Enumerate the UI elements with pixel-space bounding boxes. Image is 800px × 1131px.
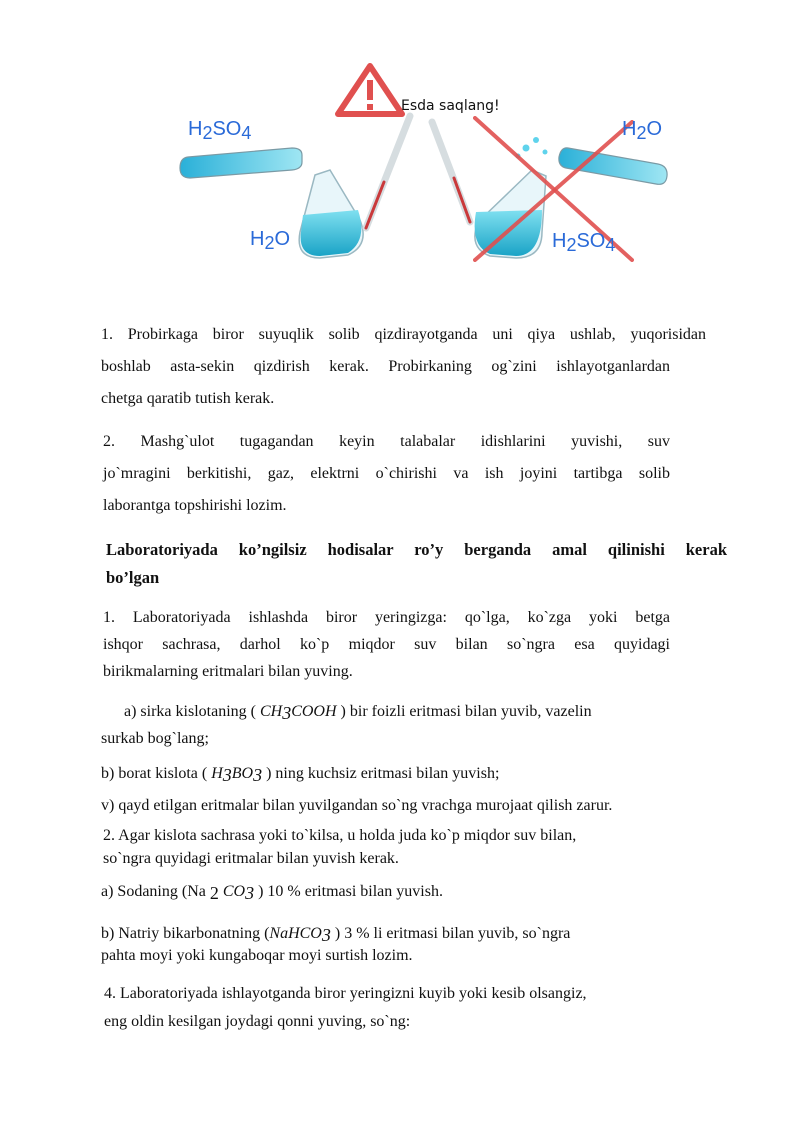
- label-h2so4-left: $H_2SO_4$: [188, 118, 252, 143]
- para-1-line-1: 1. Probirkaga biror suyuqlik solib qizdirayotganda uni qiya ushlab, yuqorisidan: [101, 326, 706, 343]
- para-2-line-2: jo`mragini berkitishi, gaz, elektrni o`chirishi va ish joyini tartibga solib: [103, 465, 670, 482]
- label-h2so4-right: $H_2SO_4$: [552, 230, 616, 255]
- para-4-line-2: so`ngra quyidagi eritmalar bilan yuvish kerak.: [103, 850, 399, 867]
- figure-caption: Esda saqlang!: [401, 98, 500, 114]
- item-b2-line-2: pahta moyi yoki kungaboqar moyi surtish lozim.: [101, 947, 413, 964]
- section-heading-line-2: bo’lgan: [106, 568, 160, 587]
- left-glass-rod: [366, 116, 410, 228]
- item-a-line-1: a) sirka kislotaning ( CH3COOH ) bir foizli eritmasi bilan yuvib, vazelin: [124, 703, 592, 723]
- para-4-line-1: 2. Agar kislota sachrasa yoki to`kilsa, u holda juda ko`p miqdor suv bilan,: [103, 827, 577, 844]
- item-a2: a) Sodaning (Na 2 CO3 ) 10 % eritmasi bilan yuvish.: [101, 883, 443, 903]
- para-3-line-3: birikmalarning eritmalari bilan yuving.: [103, 663, 353, 680]
- left-flask: [299, 170, 363, 258]
- para-1-line-3: chetga qaratib tutish kerak.: [101, 390, 275, 407]
- safety-illustration: [170, 60, 670, 270]
- para-5-line-2: eng oldin kesilgan joydagi qonni yuving, so`ng:: [104, 1013, 411, 1030]
- label-h2o-left: $H_2O$: [250, 228, 291, 253]
- para-2-line-1: 2. Mashg`ulot tugagandan keyin talabalar idishlarini yuvishi, suv: [103, 433, 670, 450]
- item-a-line-2: surkab bog`lang;: [101, 730, 209, 747]
- item-b2-line-1: b) Natriy bikarbonatning (NaHCO3 ) 3 % li eritmasi bilan yuvib, so`ngra: [101, 925, 571, 945]
- left-test-tube: [180, 148, 302, 178]
- para-3-line-2: ishqor sachrasa, darhol ko`p miqdor suv bilan so`ngra esa quyidagi: [103, 636, 670, 653]
- para-3-line-1: 1. Laboratoriyada ishlashda biror yeringizga: qo`lga, ko`zga yoki betga: [103, 609, 670, 626]
- label-h2o-right: $H_2O$: [622, 118, 663, 143]
- section-heading-line-1: Laboratoriyada ko’ngilsiz hodisalar ro’y berganda amal qilinishi kerak: [106, 540, 727, 559]
- right-glass-rod: [432, 122, 470, 222]
- right-test-tube: [559, 148, 667, 184]
- para-2-line-3: laborantga topshirishi lozim.: [103, 497, 287, 514]
- para-5-line-1: 4. Laboratoriyada ishlayotganda biror yeringizni kuyib yoki kesib olsangiz,: [104, 985, 587, 1002]
- right-flask: [475, 137, 548, 258]
- warning-icon: [338, 66, 402, 114]
- para-1-line-2: boshlab asta-sekin qizdirish kerak. Probirkaning og`zini ishlayotganlardan: [101, 358, 670, 375]
- item-b: b) borat kislota ( H3BO3 ) ning kuchsiz eritmasi bilan yuvish;: [101, 765, 500, 785]
- item-v: v) qayd etilgan eritmalar bilan yuvilgandan so`ng vrachga murojaat qilish zarur.: [101, 797, 613, 814]
